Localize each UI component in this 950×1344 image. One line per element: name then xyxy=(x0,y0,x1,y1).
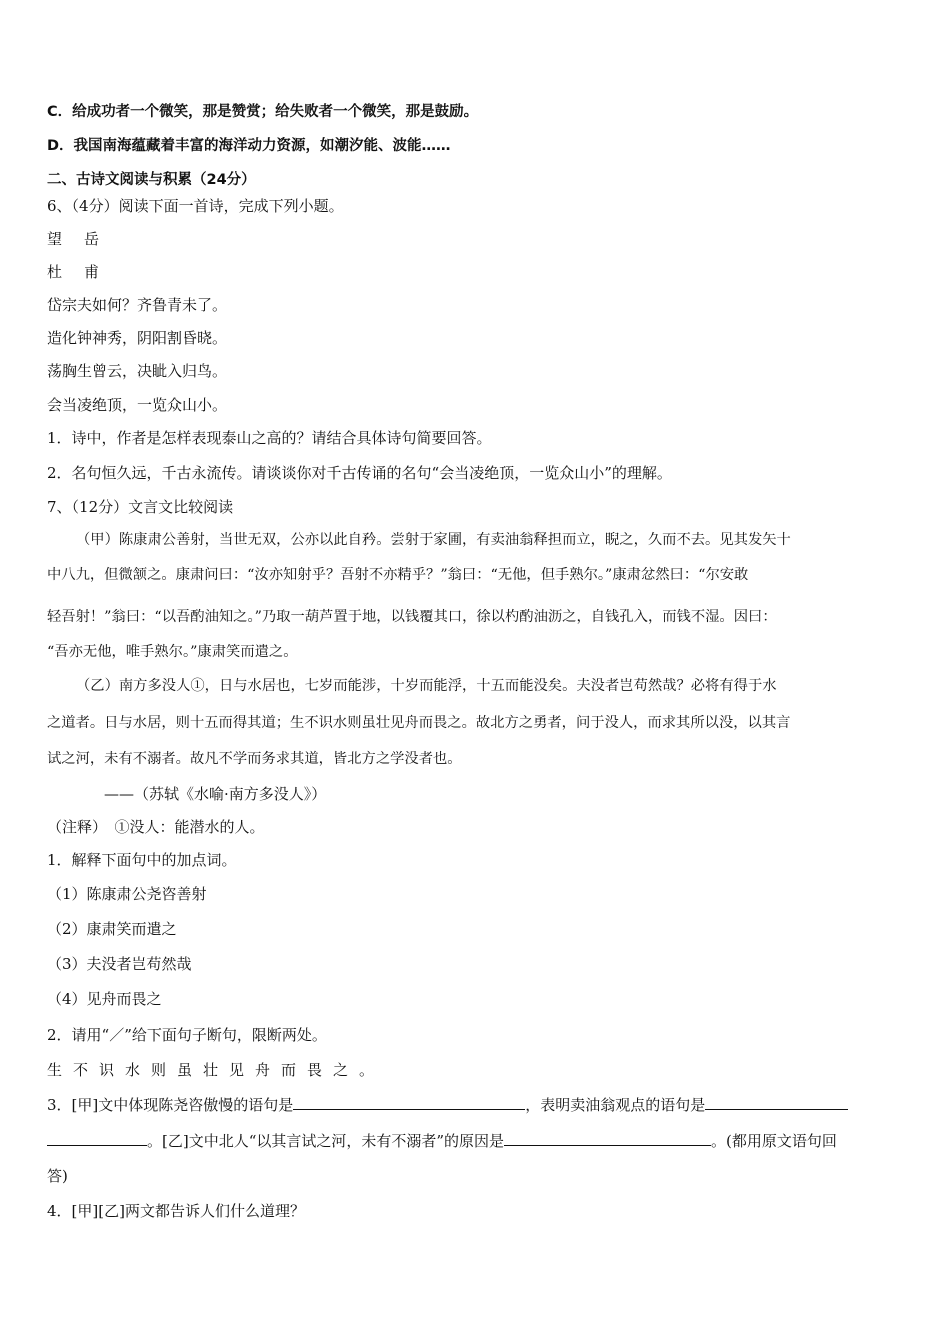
q7-sub3-line3: 答) xyxy=(47,1167,68,1185)
poem-line: 岱宗夫如何？齐鲁青未了。 xyxy=(47,296,228,314)
yi-line: 之道者。日与水居，则十五而得其道；生不识水则虽壮见舟而畏之。故北方之勇者，问于没人，而求其所以没，以其言 xyxy=(47,715,791,731)
q7-sub3-line1 xyxy=(47,1094,848,1115)
q6-sub1: 1．诗中，作者是怎样表现泰山之高的？请结合具体诗句简要回答。 xyxy=(47,429,492,447)
poem-line: 会当凌绝顶，一览众山小。 xyxy=(47,396,228,414)
poem-author: 杜甫 xyxy=(47,263,122,281)
q7-stem: 7、（12分）文言文比较阅读 xyxy=(47,498,234,516)
q7-sub1-item: （1）陈康肃公尧咨善射 xyxy=(47,885,207,903)
poem-title: 望岳 xyxy=(47,230,122,248)
option-c: C．给成功者一个微笑，那是赞赏；给失败者一个微笑，那是鼓励。 xyxy=(47,104,479,120)
q6-sub2: 2．名句恒久远，千古永流传。请谈谈你对千古传诵的名句“会当凌绝顶，一览众山小”的理解。 xyxy=(47,464,672,482)
jia-line: 中八九，但微颔之。康肃问曰：“汝亦知射乎？吾射不亦精乎？”翁曰：“无他，但手熟尔。”康肃忿然曰：“尔安敢 xyxy=(47,567,749,583)
footnote: （注释） ①没人：能潜水的人。 xyxy=(47,818,265,836)
yi-line: 试之河，未有不溺者。故凡不学而务求其道，皆北方之学没者也。 xyxy=(47,751,462,767)
section2-heading: 二、古诗文阅读与积累（24分） xyxy=(47,172,256,188)
jia-line: （甲）陈康肃公善射，当世无双，公亦以此自矜。尝射于家圃，有卖油翁释担而立，睨之，久而不去。见其发矢十 xyxy=(76,532,791,548)
q7-sub1-item: （2）康肃笑而遣之 xyxy=(47,920,177,938)
q7-sub2: 2．请用“／”给下面句子断句，限断两处。 xyxy=(47,1026,327,1044)
option-d: D．我国南海蕴藏着丰富的海洋动力资源，如潮汐能、波能…… xyxy=(47,138,451,154)
q7-sub3-text-a: 3．[甲]文中体现陈尧咨傲慢的语句是 xyxy=(47,1096,294,1114)
q7-sub2-sentence: 生不识水则虽壮见舟而畏之。 xyxy=(47,1061,386,1079)
q7-sub1: 1．解释下面句中的加点词。 xyxy=(47,851,237,869)
poem-line: 造化钟神秀，阴阳割昏晓。 xyxy=(47,329,228,347)
answer-blank[interactable] xyxy=(47,1130,147,1146)
q7-sub3-text-d: 。(都用原文语句回 xyxy=(711,1132,837,1150)
q7-sub3-text-b: ，表明卖油翁观点的语句是 xyxy=(525,1096,706,1114)
q7-sub3-text-c: 。[乙]文中北人“以其言试之河，未有不溺者”的原因是 xyxy=(147,1132,505,1150)
poem-line: 荡胸生曾云，决眦入归鸟。 xyxy=(47,362,228,380)
jia-line: “吾亦无他，唯手熟尔。”康肃笑而遣之。 xyxy=(47,644,298,660)
answer-blank[interactable] xyxy=(504,1130,711,1146)
q7-sub3-line2 xyxy=(47,1130,837,1151)
source-citation: ——（苏轼《水喻·南方多没人》） xyxy=(104,785,327,803)
q6-stem: 6、（4分）阅读下面一首诗，完成下列小题。 xyxy=(47,197,344,215)
q7-sub4: 4．[甲][乙]两文都告诉人们什么道理？ xyxy=(47,1202,305,1220)
answer-blank[interactable] xyxy=(705,1094,848,1110)
jia-line: 轻吾射！”翁曰：“以吾酌油知之。”乃取一葫芦置于地，以钱覆其口，徐以杓酌油沥之，自钱孔入，而钱不湿。因曰： xyxy=(47,609,777,625)
q7-sub1-item: （4）见舟而畏之 xyxy=(47,990,162,1008)
answer-blank[interactable] xyxy=(293,1094,525,1110)
q7-sub1-item: （3）夫没者岂苟然哉 xyxy=(47,955,192,973)
yi-line: （乙）南方多没人①，日与水居也，七岁而能涉，十岁而能浮，十五而能没矣。夫没者岂苟然哉？必将有得于水 xyxy=(76,678,777,694)
